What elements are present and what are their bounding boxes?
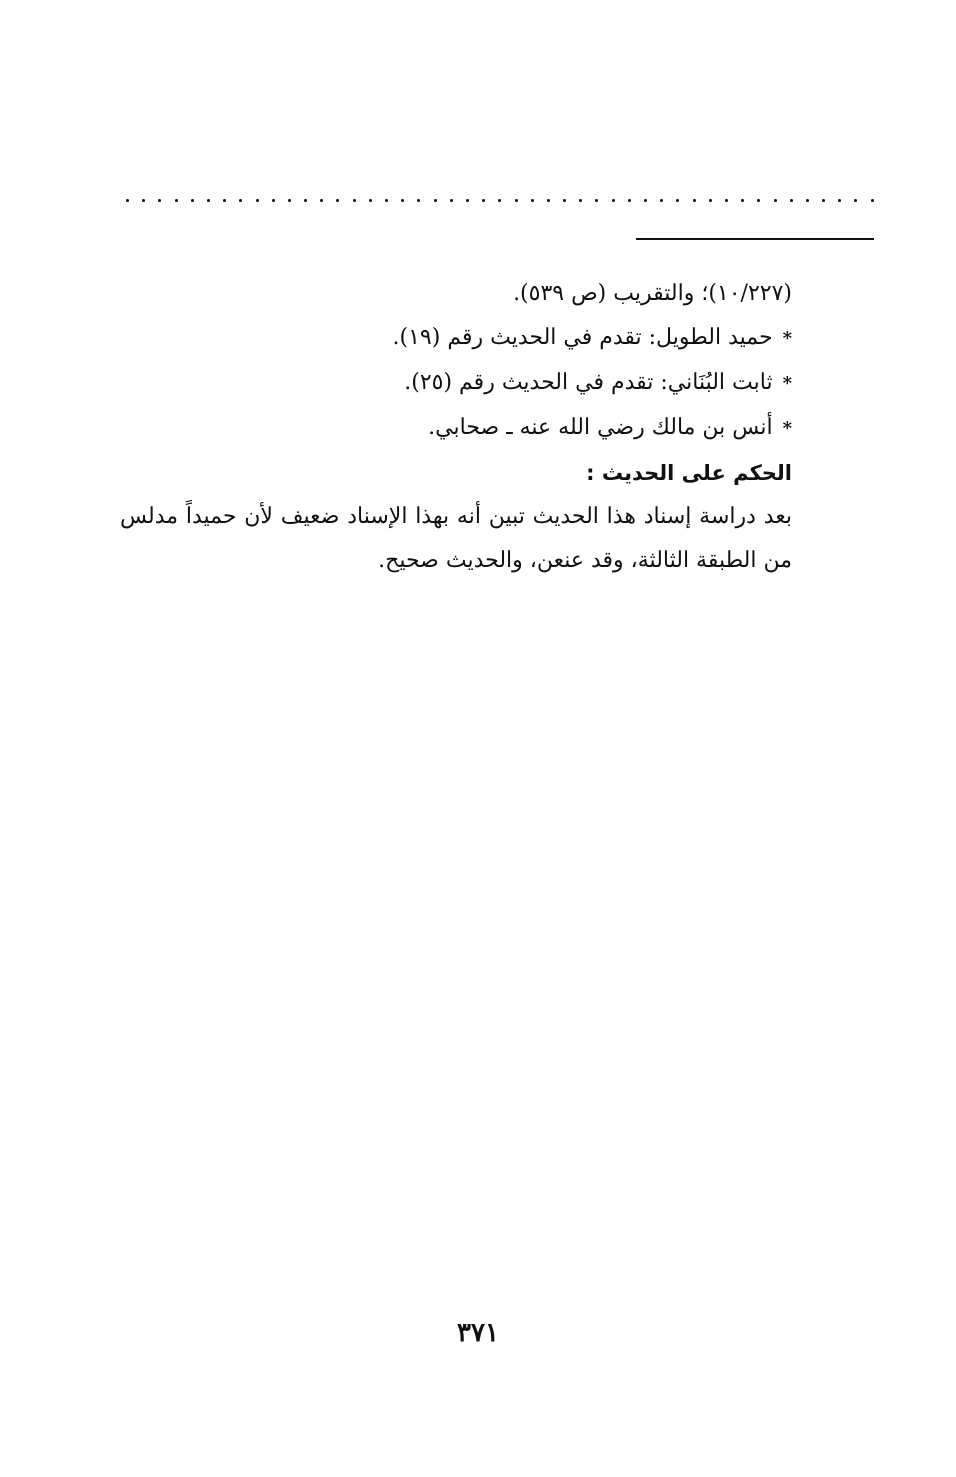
separator-dot <box>450 199 453 202</box>
separator-dot <box>854 199 857 202</box>
separator-dot <box>741 199 744 202</box>
separator-dot <box>595 199 598 202</box>
separator-dot <box>336 199 339 202</box>
bullet-text: حميد الطويل: تقدم في الحديث رقم (١٩). <box>392 325 773 350</box>
separator-dot <box>774 199 777 202</box>
asterisk-icon: * <box>782 328 792 349</box>
separator-dot <box>434 199 437 202</box>
separator-dot <box>466 199 469 202</box>
separator-dot <box>126 199 129 202</box>
separator-dot <box>628 199 631 202</box>
separator-dot <box>612 199 615 202</box>
separator-dot <box>515 199 518 202</box>
separator-dot <box>547 199 550 202</box>
separator-dot <box>822 199 825 202</box>
separator-dot <box>320 199 323 202</box>
separator-dot <box>175 199 178 202</box>
separator-dot <box>288 199 291 202</box>
bullet-item <box>120 406 792 451</box>
separator-dot <box>806 199 809 202</box>
separator-dot <box>563 199 566 202</box>
asterisk-icon: * <box>782 373 792 394</box>
separator-dot <box>239 199 242 202</box>
separator-dot <box>676 199 679 202</box>
footnote-rule <box>636 238 874 240</box>
ruling-heading: الحكم على الحديث : <box>586 461 792 485</box>
separator-dot <box>401 199 404 202</box>
ruling-paragraph: بعد دراسة إسناد هذا الحديث تبين أنه بهذا الإسناد ضعيف لأن حميداً مدلس من الطبقة الثالثة، وقد عنعن، والحديث صحيح. <box>120 504 792 573</box>
page-body <box>120 272 792 583</box>
separator-dot <box>709 199 712 202</box>
separator-dot <box>369 199 372 202</box>
separator-dot <box>693 199 696 202</box>
separator-dot <box>223 199 226 202</box>
separator-dot <box>256 199 259 202</box>
separator-dot <box>304 199 307 202</box>
separator-dot <box>757 199 760 202</box>
separator-dot <box>790 199 793 202</box>
bullet-text: أنس بن مالك رضي الله عنه ـ صحابي. <box>428 415 773 440</box>
separator-dot <box>482 199 485 202</box>
separator-dot <box>498 199 501 202</box>
separator-dot <box>531 199 534 202</box>
asterisk-icon: * <box>782 418 792 439</box>
footnote-line: (١٠/٢٢٧)؛ والتقريب (ص ٥٣٩). <box>513 281 792 306</box>
separator-dot <box>272 199 275 202</box>
separator-dot <box>871 199 874 202</box>
separator-dot <box>191 199 194 202</box>
separator-dot <box>353 199 356 202</box>
page-number: ٣٧١ <box>457 1318 499 1348</box>
separator-dot <box>725 199 728 202</box>
bullet-text: ثابت البُنَاني: تقدم في الحديث رقم (٢٥). <box>404 370 773 395</box>
separator-dot <box>660 199 663 202</box>
separator-dot <box>417 199 420 202</box>
separator-dot <box>838 199 841 202</box>
separator-dot <box>158 199 161 202</box>
separator-dot <box>644 199 647 202</box>
bullet-item <box>120 316 792 361</box>
bullet-item <box>120 361 792 406</box>
separator-dot <box>385 199 388 202</box>
separator-dot <box>207 199 210 202</box>
dotted-separator <box>126 190 874 210</box>
separator-dot <box>142 199 145 202</box>
separator-dot <box>579 199 582 202</box>
